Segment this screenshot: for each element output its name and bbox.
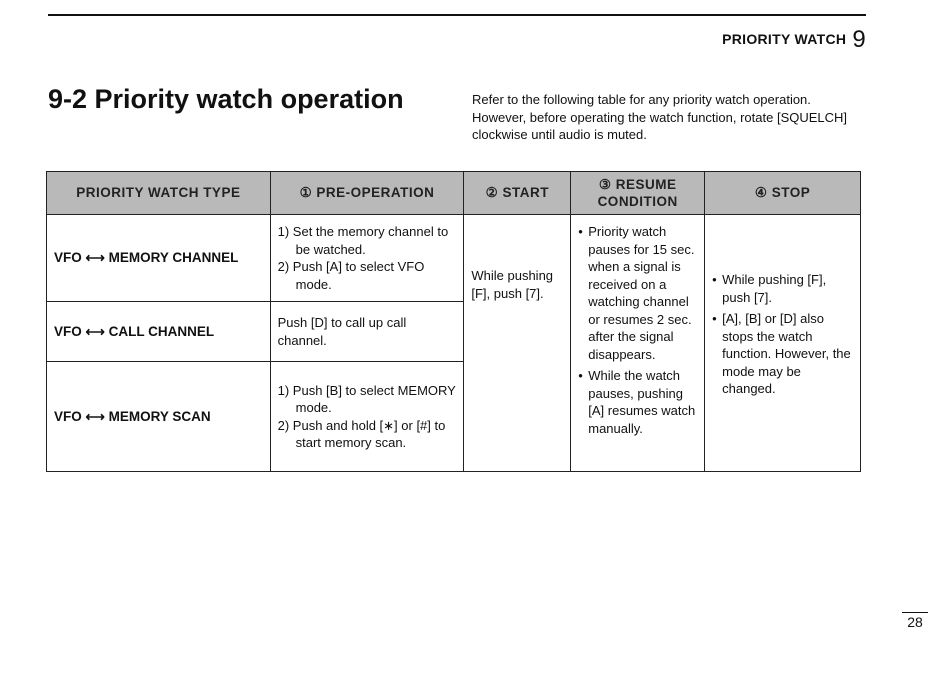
step: 2) Push [A] to select VFO mode. xyxy=(277,259,425,292)
table-header-row xyxy=(47,172,861,215)
stop-item: • [A], [B] or [D] also stops the watch function. However, the mode may be changed. xyxy=(712,310,853,398)
running-head xyxy=(722,26,866,54)
running-head-section: PRIORITY WATCH xyxy=(722,31,847,47)
pre-operation-cell xyxy=(270,362,464,472)
page-number: 28 xyxy=(902,612,928,630)
step: Push [D] to call up call channel. xyxy=(277,315,407,348)
table-row xyxy=(47,215,861,302)
row-type-memory-channel: VFO ⟷ MEMORY CHANNEL xyxy=(47,215,271,302)
start-text: While pushing [F], push [7]. xyxy=(471,268,554,301)
step: 1) Push [B] to select MEMORY mode. xyxy=(277,382,456,415)
header-pre-operation: ① PRE-OPERATION xyxy=(270,172,464,215)
row-type-memory-scan: VFO ⟷ MEMORY SCAN xyxy=(47,362,271,472)
stop-cell xyxy=(705,215,861,472)
top-rule xyxy=(48,14,866,16)
page-title: 9-2 Priority watch operation xyxy=(48,84,404,114)
start-cell xyxy=(464,215,571,472)
pre-operation-cell xyxy=(270,302,464,362)
priority-watch-table xyxy=(46,171,861,472)
header-start: ② START xyxy=(464,172,571,215)
step: 2) Push and hold [∗] or [#] to start memory scan. xyxy=(277,417,446,450)
header-stop: ④ STOP xyxy=(705,172,861,215)
stop-item: • While pushing [F], push [7]. xyxy=(712,271,853,306)
step: 1) Set the memory channel to be watched. xyxy=(277,224,449,257)
intro-paragraph: Refer to the following table for any priority watch operation. However, before operating the watch function, rotate [SQUELCH] clockwise until audio is muted. xyxy=(472,92,848,142)
header-type: PRIORITY WATCH TYPE xyxy=(47,172,271,215)
resume-item: • While the watch pauses, pushing [A] resumes watch manually. xyxy=(578,367,697,437)
row-type-call-channel: VFO ⟷ CALL CHANNEL xyxy=(47,302,271,362)
resume-cell xyxy=(571,215,705,472)
pre-operation-cell xyxy=(270,215,464,302)
running-head-chapter: 9 xyxy=(852,26,866,53)
header-resume: ③ RESUME CONDITION xyxy=(571,172,705,215)
resume-item: • Priority watch pauses for 15 sec. when a signal is received on a watching channel or resumes 2 sec. after the signal disappears. xyxy=(578,223,697,363)
